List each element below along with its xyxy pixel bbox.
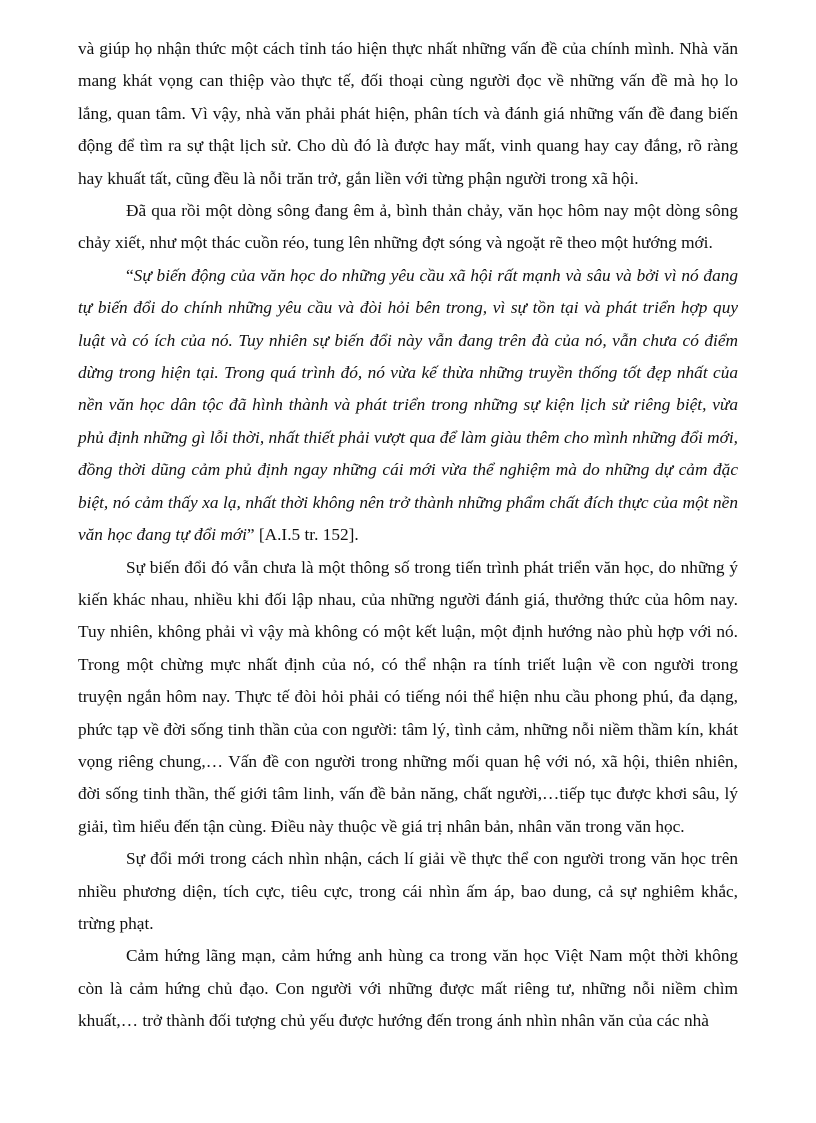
citation-reference: ” [A.I.5 tr. 152]. <box>246 525 359 545</box>
paragraph-6: Cảm hứng lãng mạn, cảm hứng anh hùng ca trong văn học Việt Nam một thời không còn là cảm hứng chủ đạo. Con người với những được mất riêng tư, những nỗi niềm chìm khuất,… trở thành đối tượng chủ yếu được hướng đến trong ánh nhìn nhân văn của các nhà <box>78 946 738 1031</box>
paragraph-1: và giúp họ nhận thức một cách tỉnh táo hiện thực nhất những vấn đề của chính mình. Nhà văn mang khát vọng can thiệp vào thực tế, đối thoại cùng người đọc về những vấn đề mà họ lo lắng, quan tâm. Vì vậy, nhà văn phải phát hiện, phân tích và đánh giá những vấn đề đang biến động để tìm ra sự thật lịch sử. Cho dù đó là được hay mất, vinh quang hay cay đắng, rõ ràng hay khuất tất, cũng đều là nỗi trăn trở, gắn liền với từng phận người trong xã hội. <box>78 39 738 188</box>
quote-open-mark: “ <box>126 265 134 285</box>
document-page <box>78 33 738 1038</box>
quotation-paragraph <box>78 260 738 552</box>
paragraph-2: Đã qua rồi một dòng sông đang êm ả, bình thản chảy, văn học hôm nay một dòng sông chảy xiết, như một thác cuồn réo, tung lên những đợt sóng và ngoặt rẽ theo một hướng mới. <box>78 201 738 253</box>
paragraph-5: Sự đổi mới trong cách nhìn nhận, cách lí giải về thực thể con người trong văn học trên nhiều phương diện, tích cực, tiêu cực, trong cái nhìn ấm áp, bao dung, cả sự nghiêm khắc, trừng phạt. <box>78 849 738 933</box>
quotation-text: Sự biến động của văn học do những yêu cầu xã hội rất mạnh và sâu và bởi vì nó đang tự biến đổi do chính những yêu cầu và đòi hỏi bên trong, vì sự tồn tại và phát triển hợp quy luật và có ích của nó. Tuy nhiên sự biến đổi này vẫn đang trên đà của nó, vẫn chưa có điểm dừng trong hiện tại. Trong quá trình đó, nó vừa kế thừa những truyền thống tốt đẹp nhất của nền văn học dân tộc đã hình thành và phát triển trong những sự kiện lịch sử riêng biệt, vừa phủ định những gì lỗi thời, nhất thiết phải vượt qua để làm giàu thêm cho mình những đổi mới, đồng thời dũng cảm phủ định ngay những cái mới vừa thể nghiệm mà do những dự cảm đặc biệt, nó cảm thấy xa lạ, nhất thời không nên trở thành những phẩm chất đích thực của một nền văn học đang tự đổi mới <box>78 265 738 545</box>
paragraph-4: Sự biến đổi đó vẫn chưa là một thông số trong tiến trình phát triển văn học, do những ý kiến khác nhau, nhiều khi đối lập nhau, của những người đánh giá, thưởng thức của hôm nay. Tuy nhiên, không phải vì vậy mà không có một kết luận, một định hướng nào phù hợp với nó. Trong một chừng mực nhất định của nó, có thể nhận ra tính triết luận về con người trong truyện ngắn hôm nay. Thực tế đòi hỏi phải có tiếng nói thể hiện nhu cầu phong phú, đa dạng, phức tạp về đời sống tinh thần của con người: tâm lý, tình cảm, những nỗi niềm thầm kín, khát vọng riêng chung,… Vấn đề con người trong những mối quan hệ với nó, xã hội, thiên nhiên, đời sống tinh thần, thế giới tâm linh, vấn đề bản năng, chất người,…tiếp tục được khơi sâu, lý giải, tìm hiểu đến tận cùng. Điều này thuộc về giá trị nhân bản, nhân văn trong văn học. <box>78 557 738 836</box>
